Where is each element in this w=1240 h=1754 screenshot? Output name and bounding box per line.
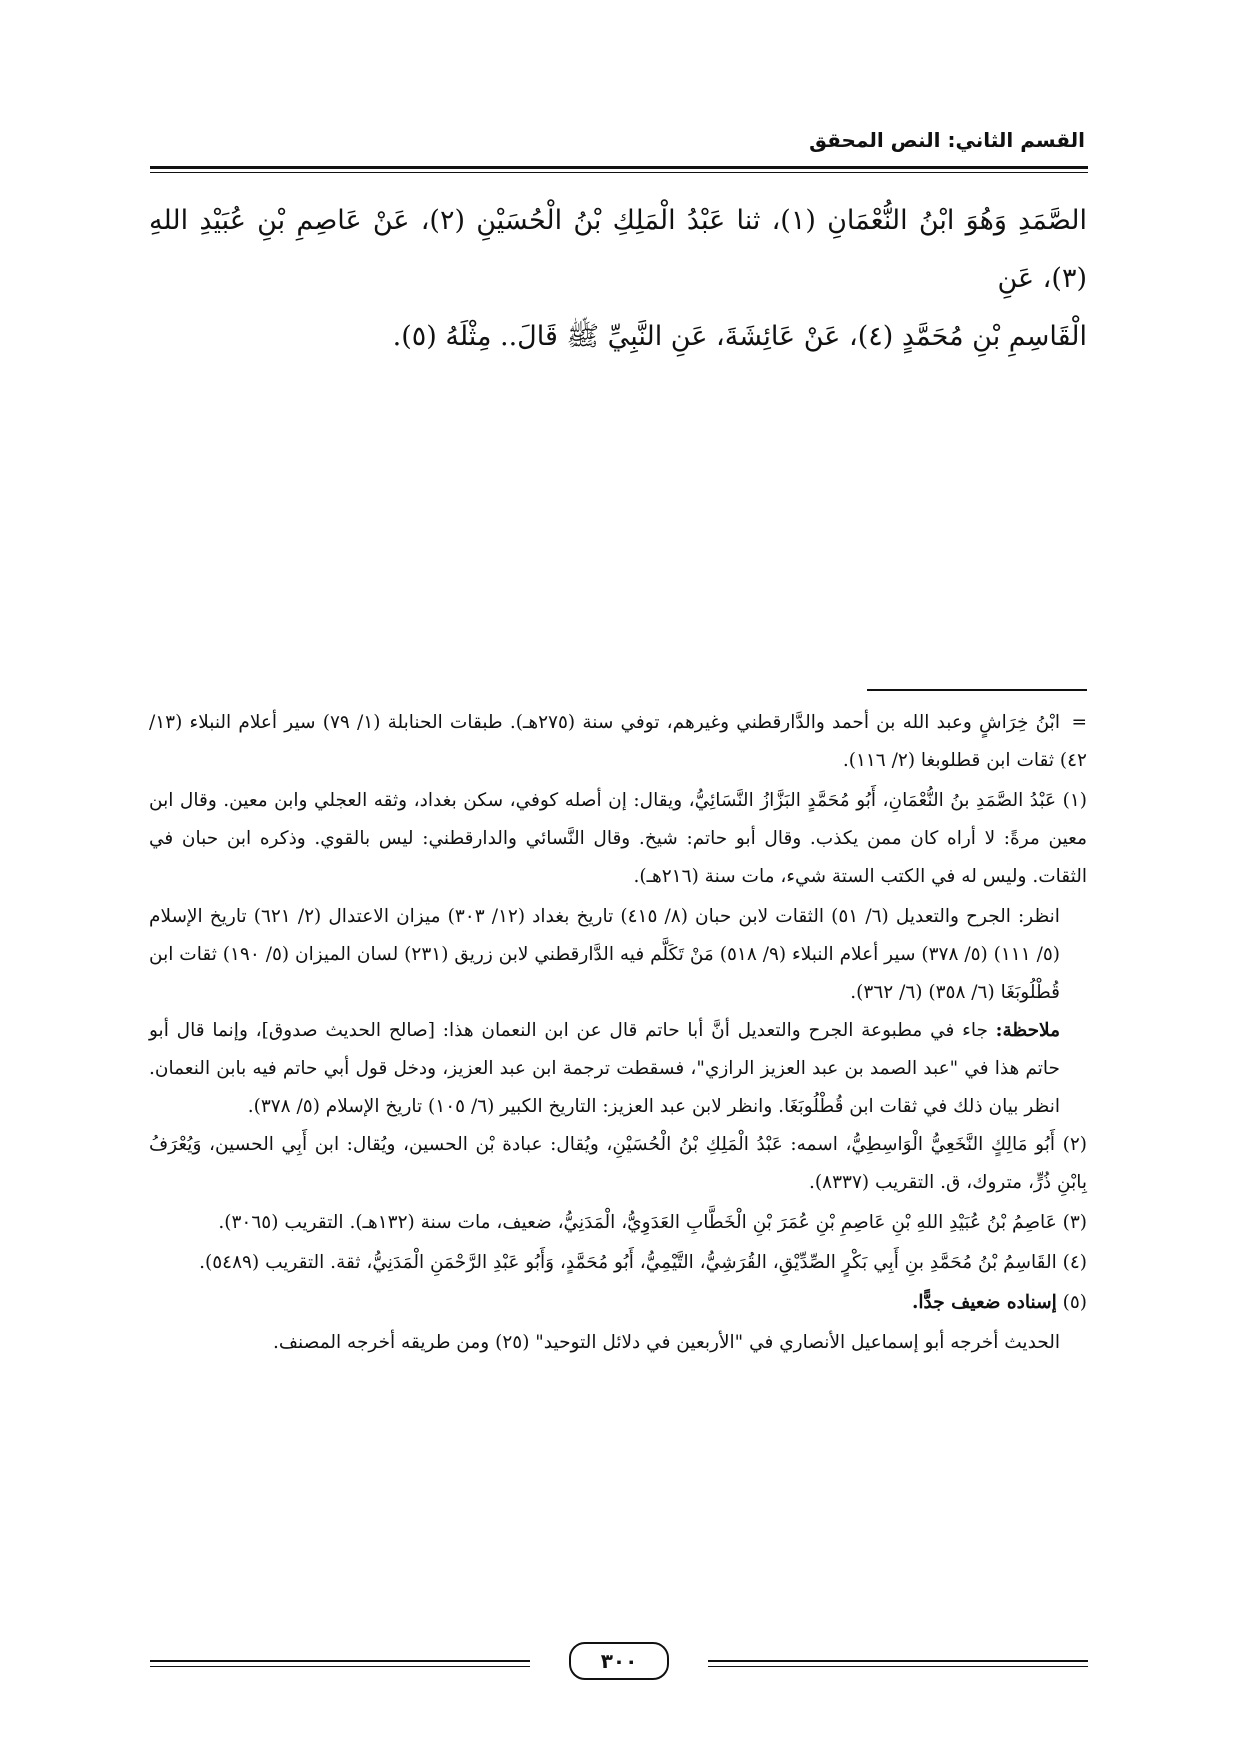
footnote-separator — [867, 689, 1087, 691]
running-header: القسم الثاني: النص المحقق — [809, 128, 1085, 152]
page-footer — [150, 1640, 1088, 1680]
footnotes — [149, 704, 1087, 1362]
footnote-5-label: (٥) — [1062, 1292, 1087, 1313]
footnote-5-verdict: إسناده ضعيف جدًّا. — [911, 1292, 1057, 1313]
note-text: جاء في مطبوعة الجرح والتعديل أنَّ أبا حاتم قال عن ابن النعمان هذا: [صالح الحديث صدوق]، وإنما قال أبو حاتم هذا في "عبد الصمد بن عبد العزيز الرازي"، فسقطت ترجمة ابن عبد العزيز، ودخل قول أبي حاتم فيه بابن النعمان. انظر بيان ذلك في ثقات ابن قُطْلُوبَغَا. وانظر لابن عبد العزيز: التاريخ الكبير (٦/ ١٠٥) تاريخ الإسلام (٥/ ٣٧٨). — [149, 1020, 1060, 1117]
footnote-4: (٤) القَاسِمُ بْنُ مُحَمَّدِ بنِ أَبِي بَكْرٍ الصِّدِّيْقِ، القُرَشِيُّ، التَّيْمِيُّ، أَبُو مُحَمَّدٍ، وَأَبُو عَبْدِ الرَّحْمَنِ الْمَدَنِيُّ، ثقة. التقريب (٥٤٨٩). — [199, 1252, 1087, 1273]
main-text — [149, 192, 1087, 366]
footnote-5 — [149, 1284, 1087, 1322]
footer-rule-left — [150, 1660, 530, 1662]
header-rule-thick — [150, 166, 1088, 169]
footnote-5-note: الحديث أخرجه أبو إسماعيل الأنصاري في "الأربعين في دلائل التوحيد" (٢٥) ومن طريقه أخرجه المصنف. — [273, 1332, 1060, 1353]
footnote-1-references: انظر: الجرح والتعديل (٦/ ٥١) الثقات لابن حبان (٨/ ٤١٥) تاريخ بغداد (١٢/ ٣٠٣) ميزان الاعتدال (٢/ ٦٢١) تاريخ الإسلام (٥/ ١١١) (٥/ ٣٧٨) سير أعلام النبلاء (٩/ ٥١٨) مَنْ تَكَلَّم فيه الدَّارقطني لابن زريق (٢٣١) لسان الميزان (٥/ ١٩٠) ثقات ابن قُطْلُوبَغَا (٦/ ٣٥٨) (٦/ ٣٦٢). — [149, 906, 1060, 1003]
footnote-1: (١) عَبْدُ الصَّمَدِ بنُ النُّعْمَانِ، أَبُو مُحَمَّدٍ البَزَّازُ النَّسَائِيُّ، ويقال: إن أصله كوفي، سكن بغداد، وثقه العجلي وابن معين. وقال ابن معين مرةً: لا أراه كان ممن يكذب. وقال أبو حاتم: شيخ. وقال النَّسائي والدارقطني: ليس بالقوي. وذكره ابن حبان في الثقات. وليس له في الكتب الستة شيء، مات سنة (٢١٦هـ). — [149, 790, 1087, 887]
footer-rule-right-thin — [708, 1666, 1088, 1667]
footnote-2: (٢) أَبُو مَالِكٍ النَّخَعِيُّ الْوَاسِطِيُّ، اسمه: عَبْدُ الْمَلِكِ بْنُ الْحُسَيْنِ، ويُقال: عبادة بْن الحسين، ويُقال: ابن أَبِي الحسين، وَيُعْرَفُ بِابْنِ ذُرٍّ، متروك، ق. التقريب (٨٣٣٧). — [149, 1134, 1087, 1193]
main-text-line: الْقَاسِمِ بْنِ مُحَمَّدٍ (٤)، عَنْ عَائِشَةَ، عَنِ النَّبِيِّ ﷺ قَالَ.. مِثْلَهُ (٥). — [392, 321, 1087, 352]
header-rule-thin — [150, 172, 1088, 173]
footer-rule-left-thin — [150, 1666, 530, 1667]
main-text-line: الصَّمَدِ وَهُوَ ابْنُ النُّعْمَانِ (١)، ثنا عَبْدُ الْمَلِكِ بْنُ الْحُسَيْنِ (٢)، عَنْ عَاصِمِ بْنِ عُبَيْدِ اللهِ (٣)، عَنِ — [149, 205, 1087, 294]
footnote-text: ابْنُ خِرَاشٍ وعبد الله بن أحمد والدَّارقطني وغيرهم، توفي سنة (٢٧٥هـ). طبقات الحنابلة (١/ ٧٩) سير أعلام النبلاء (١٣/ ٤٢) ثقات ابن قطلوبغا (٢/ ١١٦). — [149, 712, 1087, 771]
continuation-mark: = — [1071, 712, 1087, 733]
footer-rule-right — [708, 1660, 1088, 1662]
footnote-3: (٣) عَاصِمُ بْنُ عُبَيْدِ اللهِ بْنِ عَاصِمِ بْنِ عُمَرَ بْنِ الْخَطَّابِ العَدَوِيُّ، الْمَدَنِيُّ، ضعيف، مات سنة (١٣٢هـ). التقريب (٣٠٦٥). — [218, 1212, 1087, 1233]
note-label: ملاحظة: — [995, 1020, 1060, 1041]
footnote-continued — [149, 704, 1087, 780]
footnote-1-note — [149, 1012, 1087, 1126]
page-number: ٣٠٠ — [569, 1642, 669, 1680]
